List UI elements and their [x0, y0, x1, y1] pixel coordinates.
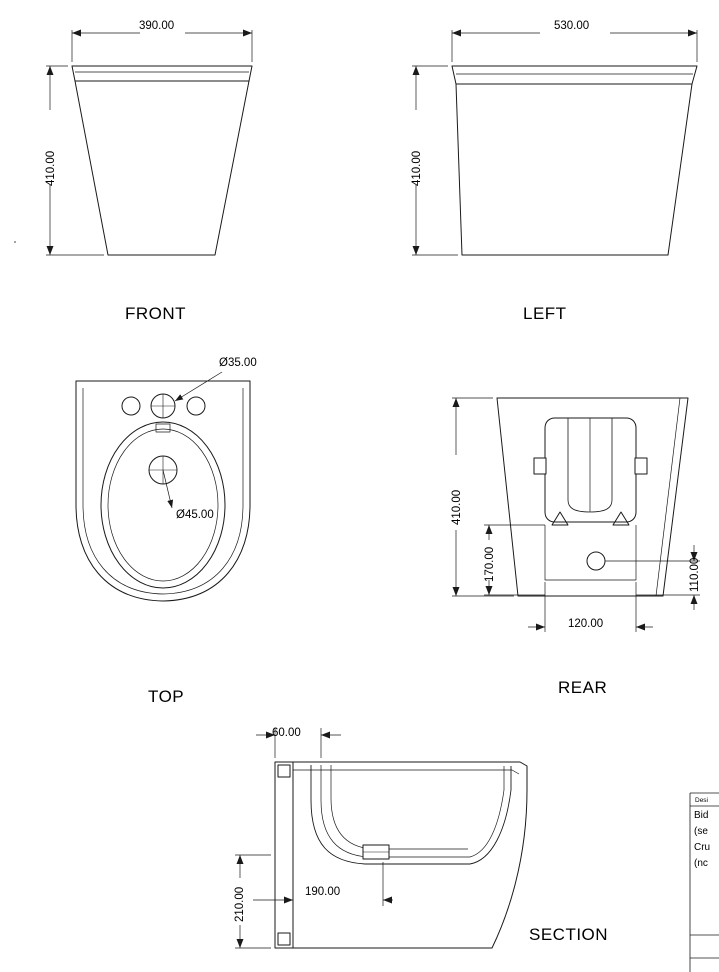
- view-label-top: TOP: [148, 687, 185, 706]
- dim-rear-small: 110.00: [689, 557, 701, 592]
- title-block-line-5: (nc: [694, 858, 708, 869]
- view-label-section: SECTION: [529, 925, 609, 944]
- title-block-line-4: Cru: [694, 842, 711, 853]
- dim-rear-width: 120.00: [568, 618, 604, 630]
- view-label-rear: REAR: [558, 678, 608, 697]
- dim-left-height: 410.00: [411, 150, 423, 186]
- top-view-geometry: [76, 381, 250, 601]
- front-view-geometry: [72, 66, 252, 255]
- dim-rear-bracket-height: 170.00: [484, 546, 496, 582]
- section-view-geometry: [275, 762, 527, 948]
- dim-left-width: 530.00: [554, 20, 590, 32]
- dim-rear-height: 410.00: [451, 489, 463, 525]
- front-width-dimension: [72, 30, 252, 62]
- view-label-left: LEFT: [523, 304, 567, 323]
- title-block-heading: Desi: [695, 797, 709, 804]
- dim-top-outlet-diameter: Ø45.00: [176, 509, 214, 521]
- left-width-dimension: [452, 30, 697, 62]
- view-label-front: FRONT: [125, 304, 187, 323]
- title-block-line-3: (se: [694, 826, 708, 837]
- left-view-geometry: [452, 66, 697, 255]
- dim-section-height: 210.00: [234, 886, 246, 922]
- rear-view-geometry: [497, 398, 688, 596]
- dim-front-height: 410.00: [45, 150, 57, 186]
- dim-section-top: 60.00: [272, 727, 301, 739]
- title-block-line-2: Bid: [694, 810, 709, 821]
- dim-section-depth: 190.00: [305, 886, 341, 898]
- dim-top-hole-diameter: Ø35.00: [219, 357, 257, 369]
- dim-front-width: 390.00: [139, 20, 175, 32]
